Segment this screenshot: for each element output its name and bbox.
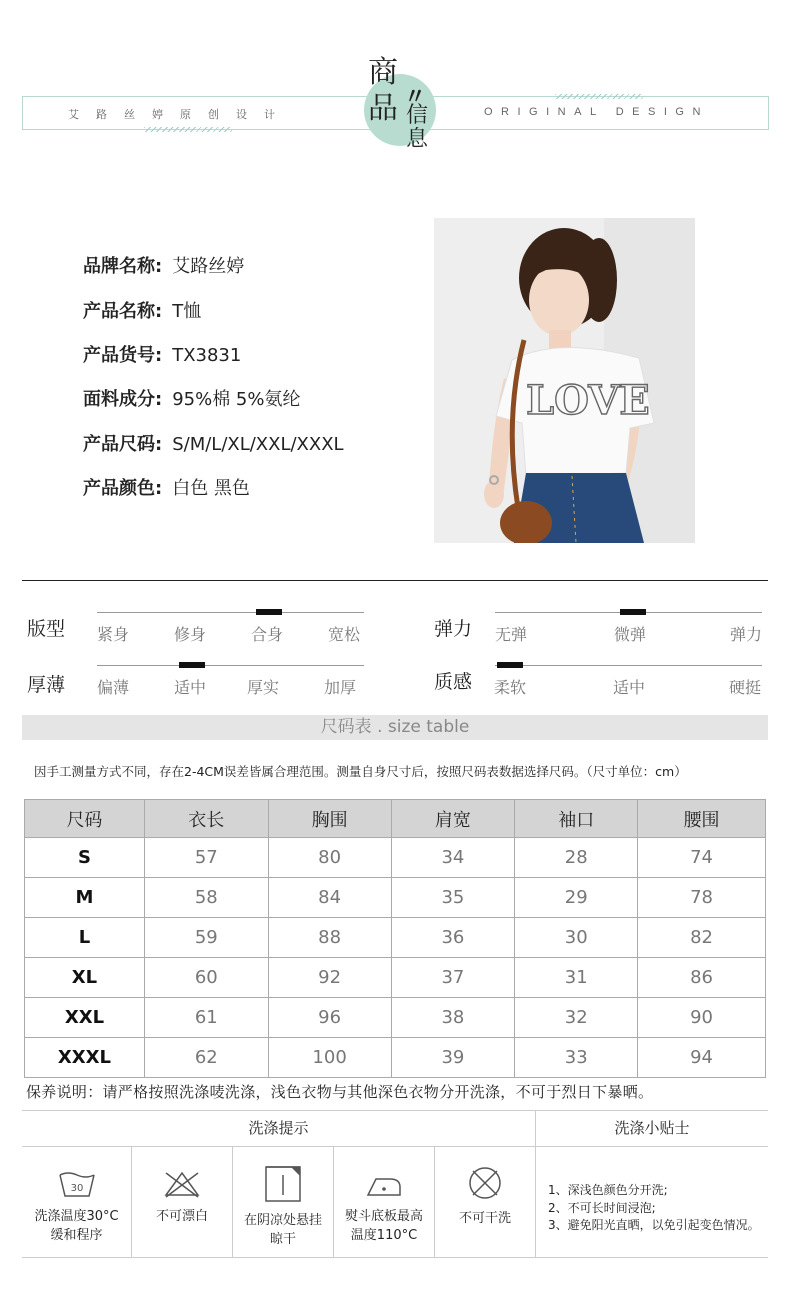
section-divider	[22, 580, 768, 581]
value-cell: 96	[268, 998, 391, 1038]
value-cell: 39	[391, 1038, 515, 1078]
wash-30-icon	[57, 1169, 97, 1199]
wash-item-text: 缓和程序	[50, 1228, 103, 1243]
info-label: 产品颜色:	[83, 478, 163, 499]
info-value: 95%棉 5%氨纶	[172, 389, 301, 410]
value-cell: 62	[144, 1038, 268, 1078]
value-cell: 36	[391, 918, 515, 958]
size-cell: XL	[25, 958, 145, 998]
table-row	[25, 878, 766, 918]
info-label: 品牌名称:	[83, 256, 163, 277]
value-cell: 84	[268, 878, 391, 918]
size-table	[24, 799, 766, 1078]
value-cell: 32	[515, 998, 638, 1038]
info-label: 产品尺码:	[83, 434, 163, 455]
elasticity-option: 弹力	[730, 625, 763, 644]
value-cell: 61	[144, 998, 268, 1038]
value-cell: 88	[268, 918, 391, 958]
thickness-option: 厚实	[247, 678, 280, 697]
header-left-text: 艾路丝婷原创设计	[68, 108, 292, 121]
wash-item-text: 熨斗底板最高	[344, 1209, 423, 1224]
value-cell: 33	[515, 1038, 638, 1078]
header-cell: 尺码	[25, 800, 145, 838]
value-cell: 59	[144, 918, 268, 958]
value-cell: 90	[638, 998, 766, 1038]
value-cell: 38	[391, 998, 515, 1038]
thickness-scale-line	[97, 665, 364, 666]
value-cell: 35	[391, 878, 515, 918]
value-cell: 92	[268, 958, 391, 998]
size-table-header	[25, 800, 766, 838]
texture-option: 硬挺	[729, 678, 762, 697]
value-cell: 28	[515, 838, 638, 878]
table-row	[25, 958, 766, 998]
texture-scale-marker	[497, 662, 523, 668]
value-cell: 78	[638, 878, 766, 918]
size-cell: XXXL	[25, 1038, 145, 1078]
size-cell: XXL	[25, 998, 145, 1038]
texture-scale-line	[495, 665, 762, 666]
value-cell: 74	[638, 838, 766, 878]
value-cell: 94	[638, 1038, 766, 1078]
header-title-char-2: 品	[368, 91, 398, 126]
model-illustration	[434, 218, 695, 543]
info-value: TX3831	[172, 345, 242, 366]
value-cell: 82	[638, 918, 766, 958]
line-dry-shade-icon	[263, 1165, 303, 1203]
wash-item	[435, 1147, 535, 1257]
fit-option: 宽松	[328, 625, 361, 644]
thickness-option: 加厚	[324, 678, 357, 697]
texture-option: 柔软	[494, 678, 527, 697]
size-table-title: 尺码表 . size table	[22, 715, 768, 740]
table-row	[25, 838, 766, 878]
info-label: 面料成分:	[83, 389, 163, 410]
wash-item	[233, 1147, 333, 1257]
info-label: 产品货号:	[83, 345, 163, 366]
size-cell: L	[25, 918, 145, 958]
elasticity-option: 无弹	[495, 625, 528, 644]
info-value: 艾路丝婷	[172, 256, 245, 277]
header-hatch-right	[555, 94, 643, 99]
info-value: T恤	[172, 301, 202, 322]
table-row	[25, 998, 766, 1038]
product-photo	[434, 218, 695, 543]
size-cell: M	[25, 878, 145, 918]
shirt-print: LOVE	[526, 377, 650, 424]
header-title-char-1: 商	[368, 55, 398, 90]
info-value: S/M/L/XL/XXL/XXXL	[172, 434, 344, 455]
header-hatch-left	[144, 127, 232, 132]
size-cell: S	[25, 838, 145, 878]
wash-item	[132, 1147, 232, 1257]
wash-table	[22, 1110, 768, 1258]
wash-item-text: 不可漂白	[155, 1209, 208, 1224]
info-brand	[83, 252, 244, 278]
care-instructions: 保养说明：请严格按照洗涤唛洗涤，浅色衣物与其他深色衣物分开洗涤，不可于烈日下暴晒。	[26, 1083, 654, 1101]
fit-title: 版型	[27, 618, 66, 640]
wash-item-text: 洗涤温度30°C	[34, 1209, 119, 1224]
elasticity-title: 弹力	[434, 618, 473, 640]
value-cell: 60	[144, 958, 268, 998]
value-cell: 34	[391, 838, 515, 878]
fit-option: 合身	[251, 625, 284, 644]
wash-item-text: 在阴凉处悬挂	[243, 1213, 322, 1228]
no-bleach-icon	[162, 1169, 202, 1199]
info-label: 产品名称:	[83, 301, 163, 322]
header-title-char-3: 信	[406, 103, 429, 128]
info-colors	[83, 474, 250, 500]
wash-item	[22, 1147, 131, 1257]
fit-option: 修身	[174, 625, 207, 644]
header-cell: 胸围	[268, 800, 391, 838]
value-cell: 57	[144, 838, 268, 878]
header-cell: 衣长	[144, 800, 268, 838]
header-cell: 腰围	[638, 800, 766, 838]
value-cell: 86	[638, 958, 766, 998]
wash-header-right: 洗涤小贴士	[614, 1119, 690, 1137]
value-cell: 80	[268, 838, 391, 878]
wash-tip: 3、避免阳光直晒，以免引起变色情况。	[548, 1218, 760, 1232]
no-dry-clean-icon	[465, 1165, 505, 1201]
info-fabric	[83, 385, 301, 411]
value-cell: 29	[515, 878, 638, 918]
size-note: 因手工测量方式不同，存在2-4CM误差皆属合理范围。测量自身尺寸后，按照尺码表数据选择尺码。（尺寸单位：cm）	[34, 764, 687, 779]
table-row	[25, 918, 766, 958]
info-sizes	[83, 430, 344, 456]
iron-icon	[364, 1169, 404, 1199]
elasticity-scale-marker	[620, 609, 646, 615]
info-item-number	[83, 341, 241, 367]
texture-title: 质感	[434, 671, 473, 693]
header-title-char-4: 息	[406, 127, 429, 152]
value-cell: 37	[391, 958, 515, 998]
table-row	[25, 1038, 766, 1078]
thickness-title: 厚薄	[27, 674, 66, 696]
value-cell: 31	[515, 958, 638, 998]
fit-scale-marker	[256, 609, 282, 615]
wash-header-left: 洗涤提示	[248, 1119, 309, 1137]
fit-scale-line	[97, 612, 364, 613]
wash-item-text: 温度110°C	[350, 1228, 418, 1243]
value-cell: 30	[515, 918, 638, 958]
wash-item-text: 不可干洗	[458, 1211, 511, 1226]
wash-item	[334, 1147, 434, 1257]
info-value: 白色 黑色	[172, 478, 250, 499]
thickness-option: 偏薄	[97, 678, 130, 697]
wash-item-text: 晾干	[269, 1232, 296, 1247]
elasticity-option: 微弹	[614, 625, 647, 644]
header-cell: 袖口	[515, 800, 638, 838]
header-right-text: ORIGINAL DESIGN	[484, 106, 709, 118]
fit-option: 紧身	[97, 625, 130, 644]
header-cell: 肩宽	[391, 800, 515, 838]
info-product-name	[83, 297, 201, 323]
header-quote-mark: 〃	[404, 85, 427, 110]
wash-border	[22, 1257, 768, 1258]
value-cell: 58	[144, 878, 268, 918]
wash-tips	[548, 1182, 760, 1235]
thickness-option: 适中	[174, 678, 207, 697]
value-cell: 100	[268, 1038, 391, 1078]
wash-tip: 1、深浅色颜色分开洗;	[548, 1183, 668, 1197]
thickness-scale-marker	[179, 662, 205, 668]
texture-option: 适中	[613, 678, 646, 697]
wash-temp-badge: 30	[70, 1183, 83, 1194]
wash-tip: 2、不可长时间浸泡;	[548, 1200, 656, 1215]
